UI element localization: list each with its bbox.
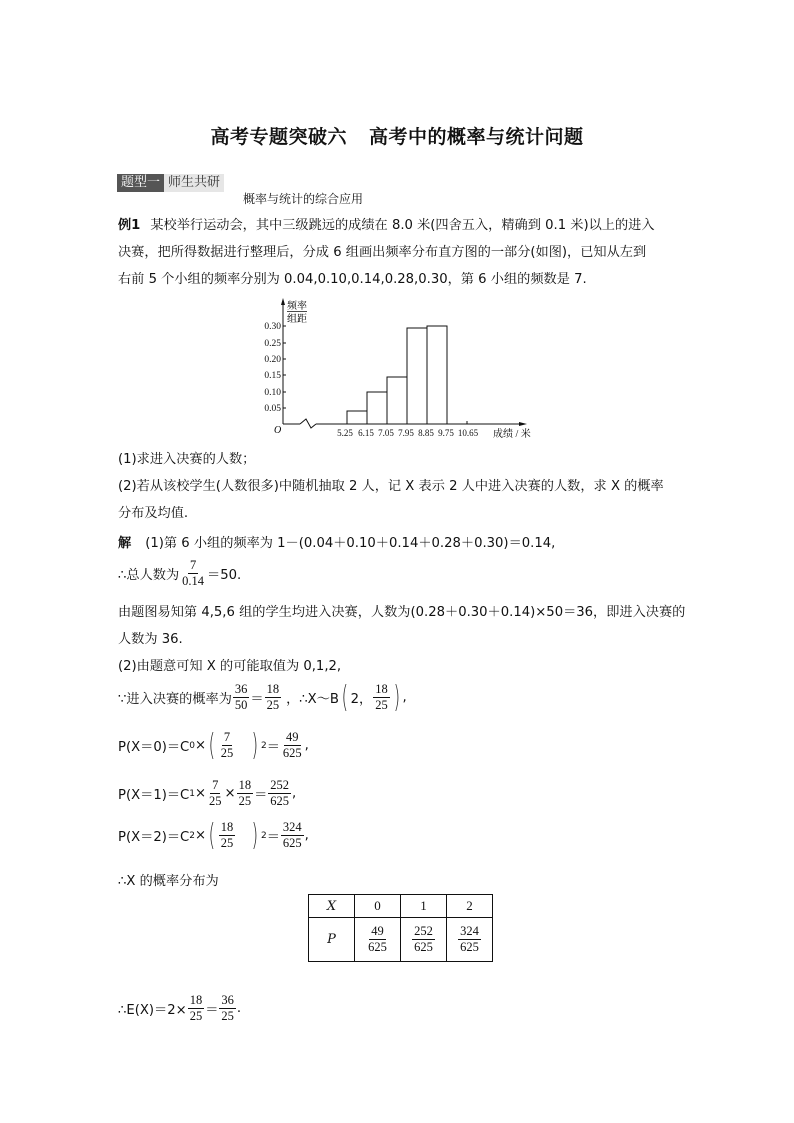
distribution-table: [308, 894, 493, 962]
expectation: ∴E(X)＝2× $\frac{18}{25}$ ＝ $\frac{36}{25}$ .: [118, 993, 242, 1023]
histogram-bar: [387, 377, 407, 424]
x-tick-label: 8.85: [418, 428, 434, 438]
histogram-bar: [427, 326, 447, 424]
x-tick-label: 5.25: [337, 428, 353, 438]
y-tick-label: 0.25: [264, 339, 281, 349]
question-2-line-1: (2)若从该校学生(人数很多)中随机抽取 2 人，记 X 表示 2 人中进入决赛的人数，求 X 的概率: [118, 479, 664, 494]
p-x-0: P(X＝0)＝C 0 × ( $\frac{7}{25}$ ) 2 ＝ $\frac{49}{625}$ ,: [118, 727, 309, 763]
y-axis-label-denominator: 组距: [287, 314, 307, 325]
badge-type: 题型一: [117, 174, 164, 192]
question-2-line-2: 分布及均值.: [118, 506, 189, 521]
solution-total: ∴总人数为 $\frac{7}{0.14}$ ＝50.: [118, 558, 242, 588]
solution-label: 解: [118, 536, 132, 551]
title-part2: 高考中的概率与统计问题: [369, 126, 584, 148]
title-part1: 高考专题突破六: [210, 126, 347, 148]
histogram-bar: [407, 328, 427, 424]
p-x-1: P(X＝1)＝C 1 × $\frac{7}{25}$ × $\frac{18}{25}$ ＝ $\frac{252}{625}$ ,: [118, 778, 297, 808]
example-paragraph: [118, 212, 688, 293]
histogram-bar: [367, 392, 387, 424]
example-label: 例1: [118, 218, 141, 233]
origin-label: O: [274, 425, 282, 436]
table-row: P $\frac{49}{625}$ $\frac{252}{625}$ $\frac{324}{625}$: [309, 918, 493, 962]
example-line-1: 例1 某校举行运动会，其中三级跳远的成绩在 8.0 米(四舍五入，精确到 0.1 米)以上的进入: [118, 218, 655, 233]
x-axis-label: 成绩 / 米: [493, 429, 531, 440]
frequency-histogram: [250, 295, 550, 445]
y-tick-label: 0.05: [264, 404, 281, 414]
y-tick-label: 0.10: [264, 388, 281, 398]
section-subtitle: 概率与统计的综合应用: [243, 192, 364, 206]
question-1: (1)求进入决赛的人数；: [118, 452, 256, 467]
y-tick-label: 0.15: [264, 371, 281, 381]
solution-line-3: 由题图易知第 4,5,6 组的学生均进入决赛，人数为(0.28＋0.30＋0.14)×50＝36，即进入决赛的 人数为 36. (2)由题意可知 X 的可能取值为 0,1,2,: [118, 605, 686, 674]
y-tick-label: 0.30: [264, 322, 281, 332]
example-line-2: 决赛，把所得数据进行整理后，分成 6 组画出频率分布直方图的一部分(如图)，已知从左到: [118, 245, 647, 260]
table-row: X 0 1 2: [309, 895, 493, 918]
example-line-3: 右前 5 个小组的频率分别为 0.04,0.10,0.14,0.28,0.30，第 6 小组的频数是 7.: [118, 272, 587, 287]
distribution-intro: ∴X 的概率分布为: [118, 874, 219, 889]
page-title: [0, 122, 794, 149]
solution-line-1: 解 (1)第 6 小组的频率为 1－(0.04＋0.10＋0.14＋0.28＋0.30)＝0.14,: [118, 532, 555, 551]
p-x-2: P(X＝2)＝C 2 × ( $\frac{18}{25}$ ) 2 ＝ $\frac{324}{625}$ ,: [118, 817, 309, 853]
histogram-bar: [347, 411, 367, 424]
y-axis-label-numerator: 频率: [287, 301, 307, 312]
x-tick-label: 7.95: [398, 428, 414, 438]
y-tick-label: 0.20: [264, 355, 281, 365]
x-tick-label: 6.15: [358, 428, 374, 438]
x-tick-label: 9.75: [438, 428, 454, 438]
section-badge: [117, 174, 224, 192]
fraction: $\frac{7}{0.14}$: [182, 558, 205, 588]
x-tick-label: 10.65: [457, 428, 479, 438]
badge-mode: 师生共研: [164, 174, 224, 192]
questions: [118, 446, 688, 527]
solution-probability: ∵进入决赛的概率为 $\frac{36}{50}$ ＝ $\frac{18}{25}$ ，∴X～B ( 2， $\frac{18}{25}$ ) ,: [118, 679, 407, 715]
x-tick-label: 7.05: [378, 428, 394, 438]
